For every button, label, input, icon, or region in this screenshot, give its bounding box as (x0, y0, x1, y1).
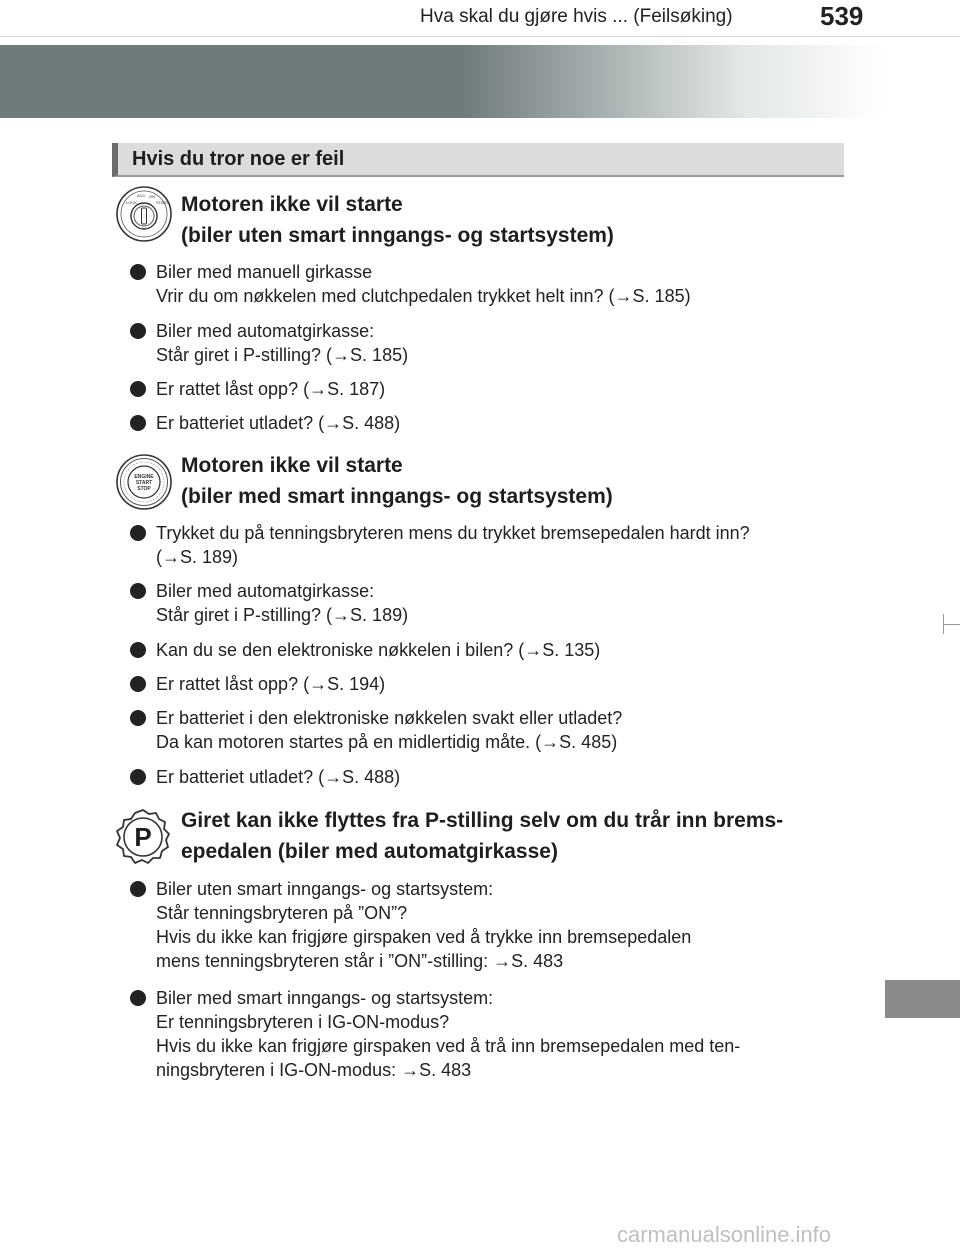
crop-mark (943, 624, 960, 625)
list-item (130, 521, 845, 569)
park-label: P (134, 822, 152, 852)
list-item-text: Biler med smart inngangs- og startsystem: Er tenningsbryteren i IG-ON-modus? Hvis du ikke kan frigjøre girspaken ved å trå inn bremsepedalen med ten- ningsbryteren i IG-ON-modus: →S. 483 (156, 988, 741, 1080)
park-p-icon (113, 807, 173, 867)
bullet-icon (130, 676, 146, 692)
bullet-icon (130, 881, 146, 897)
bullet-icon (130, 990, 146, 1006)
bullet-icon (130, 710, 146, 726)
bullet-icon (130, 769, 146, 785)
list-item (130, 877, 845, 973)
chapter-banner (0, 45, 885, 118)
list-item-text: Er batteriet utladet? (→S. 488) (156, 413, 401, 433)
list-item (130, 377, 845, 401)
list-item-text: Biler uten smart inngangs- og startsystem: Står tenningsbryteren på ”ON”? Hvis du ikke kan frigjøre girspaken ved å trykke inn bremsepedalen mens tenningsbryteren står i ”ON”-stilling: →S. 483 (156, 879, 692, 971)
bullet-icon (130, 583, 146, 599)
engine-label-engine: ENGINE (134, 474, 154, 480)
page-number: 539 (820, 1, 864, 31)
bullet-icon (130, 415, 146, 431)
list-item-text: Trykket du på tenningsbryteren mens du trykket bremsepedalen hardt inn? (→S. 189) (156, 523, 750, 567)
engine-start-stop-button-icon (115, 453, 173, 511)
list-item (130, 579, 845, 627)
bullet-icon (130, 642, 146, 658)
running-header-title: Hva skal du gjøre hvis ... (Feilsøking) (420, 6, 733, 27)
chapter-side-tab (885, 980, 960, 1018)
key-label-lock: LOCK (126, 200, 137, 205)
bullet-icon (130, 381, 146, 397)
list-item (130, 765, 845, 789)
section-title: Hvis du tror noe er feil (112, 143, 844, 177)
key-label-start: START (156, 200, 169, 205)
bullet-icon (130, 323, 146, 339)
list-item (130, 672, 845, 696)
bullet-icon (130, 525, 146, 541)
list-item-text: Er rattet låst opp? (→S. 187) (156, 379, 386, 399)
block-3-heading: Giret kan ikke flyttes fra P-stilling selv om du trår inn brems- epedalen (biler med automatgirkasse) (181, 809, 784, 863)
watermark: carmanualsonline.info (617, 1222, 832, 1247)
list-item (130, 706, 845, 754)
list-item-text: Biler med automatgirkasse: Står giret i P-stilling? (→S. 189) (156, 581, 409, 625)
list-item (130, 411, 845, 435)
key-label-on: ON (149, 194, 155, 199)
engine-label-start: START (135, 480, 153, 486)
block-1-heading: Motoren ikke vil starte (biler uten smart inngangs- og startsystem) (181, 193, 614, 247)
list-item-text: Biler med manuell girkasse Vrir du om nøkkelen med clutchpedalen trykket helt inn? (→S. 185) (156, 262, 691, 306)
block-2-heading: Motoren ikke vil starte (biler med smart inngangs- og startsystem) (181, 454, 613, 508)
header-rule (0, 36, 960, 37)
list-item (130, 638, 845, 662)
crop-mark-vertical (943, 614, 944, 634)
list-item-text: Er batteriet utladet? (→S. 488) (156, 767, 401, 787)
list-item-text: Biler med automatgirkasse: Står giret i P-stilling? (→S. 185) (156, 321, 409, 365)
engine-label-stop: STOP (137, 486, 151, 492)
list-item (130, 319, 845, 367)
list-item (130, 986, 845, 1082)
list-item-text: Kan du se den elektroniske nøkkelen i bilen? (→S. 135) (156, 640, 601, 660)
bullet-icon (130, 264, 146, 280)
list-item-text: Er rattet låst opp? (→S. 194) (156, 674, 386, 694)
ignition-key-switch-icon (115, 185, 173, 243)
list-item (130, 260, 845, 308)
key-label-acc: ACC (137, 193, 146, 198)
list-item-text: Er batteriet i den elektroniske nøkkelen svakt eller utladet? Da kan motoren startes på en midlertidig måte. (→S. 485) (156, 708, 623, 752)
